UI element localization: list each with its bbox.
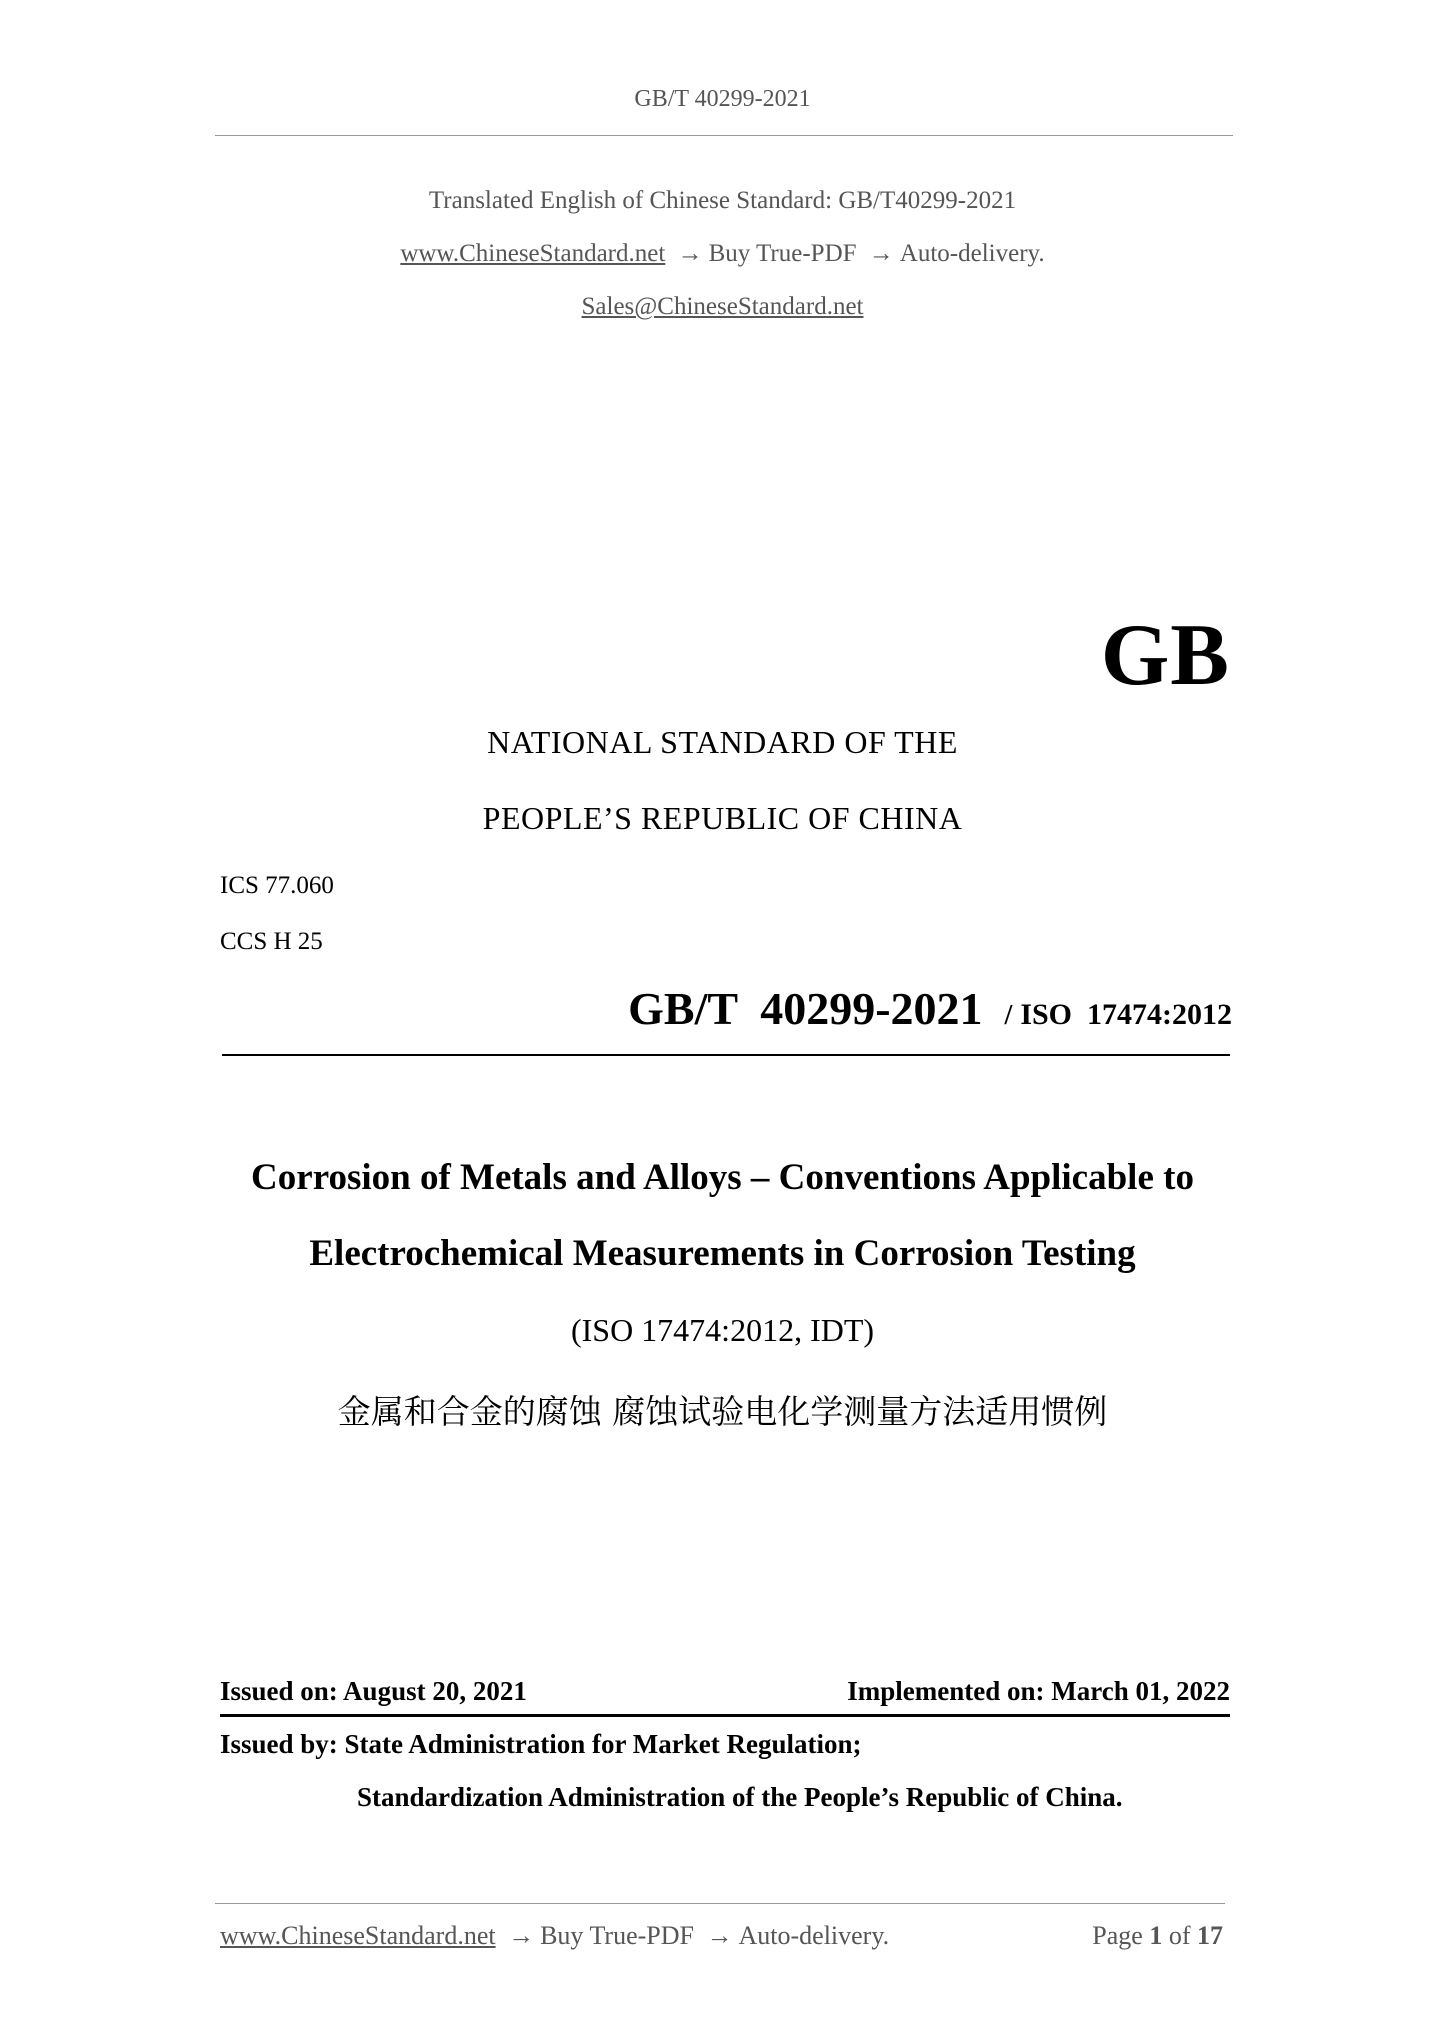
auto-delivery-text: Auto-delivery. bbox=[899, 240, 1045, 267]
arrow-right-icon: → bbox=[508, 1921, 535, 1950]
header-divider bbox=[215, 135, 1233, 136]
footer-buy-text: Buy True-PDF bbox=[540, 1921, 694, 1950]
arrow-right-icon: → bbox=[706, 1921, 733, 1950]
translation-links bbox=[0, 240, 1445, 268]
sales-email-container bbox=[0, 293, 1445, 321]
of-word: of bbox=[1168, 1921, 1191, 1950]
title-line-1: Corrosion of Metals and Alloys – Conventions Applicable to bbox=[251, 1157, 1194, 1198]
running-header: GB/T 40299-2021 bbox=[634, 86, 811, 112]
iso-number: ISO 17474:2012 bbox=[1020, 998, 1232, 1031]
iso-reference: (ISO 17474:2012, IDT) bbox=[570, 1312, 875, 1348]
national-standard-line-1: NATIONAL STANDARD OF THE bbox=[487, 724, 958, 760]
footer-site-link[interactable]: www.ChineseStandard.net bbox=[220, 1921, 496, 1950]
page-current: 1 bbox=[1149, 1921, 1163, 1950]
issued-by-line-2: Standardization Administration of the People’s Republic of China. bbox=[357, 1782, 1123, 1812]
issue-divider bbox=[220, 1714, 1230, 1717]
arrow-right-icon: → bbox=[677, 240, 703, 267]
footer-delivery-text: Auto-delivery. bbox=[738, 1921, 890, 1950]
issued-by-line-1: Issued by: State Administration for Market Regulation; bbox=[220, 1729, 862, 1759]
number-separator: / bbox=[1004, 1000, 1013, 1031]
gbt-number: GB/T 40299-2021 bbox=[628, 983, 983, 1034]
ccs-code: CCS H 25 bbox=[220, 928, 323, 955]
issued-on-date: Issued on: August 20, 2021 bbox=[220, 1676, 527, 1706]
ics-code: ICS 77.060 bbox=[220, 872, 334, 899]
national-standard-line-2: PEOPLE’S REPUBLIC OF CHINA bbox=[482, 800, 963, 836]
gb-mark: GB bbox=[1100, 607, 1230, 704]
footer-divider bbox=[215, 1903, 1225, 1904]
arrow-right-icon: → bbox=[868, 240, 894, 267]
implemented-on-date: Implemented on: March 01, 2022 bbox=[847, 1676, 1230, 1706]
standard-number-divider bbox=[222, 1054, 1230, 1056]
sales-email-link[interactable]: Sales@ChineseStandard.net bbox=[581, 293, 864, 320]
chinese-title: 金属和合金的腐蚀 腐蚀试验电化学测量方法适用惯例 bbox=[337, 1392, 1108, 1431]
site-link[interactable]: www.ChineseStandard.net bbox=[400, 240, 666, 267]
page-indicator bbox=[1092, 1921, 1223, 1951]
page-total: 17 bbox=[1197, 1921, 1223, 1950]
buy-true-pdf-text: Buy True-PDF bbox=[708, 240, 857, 267]
page-word: Page bbox=[1092, 1921, 1143, 1950]
footer-links bbox=[220, 1921, 889, 1951]
translation-title: Translated English of Chinese Standard: GB/T40299-2021 bbox=[428, 187, 1017, 214]
title-line-2: Electrochemical Measurements in Corrosion Testing bbox=[309, 1233, 1136, 1274]
standard-number bbox=[628, 982, 1232, 1035]
